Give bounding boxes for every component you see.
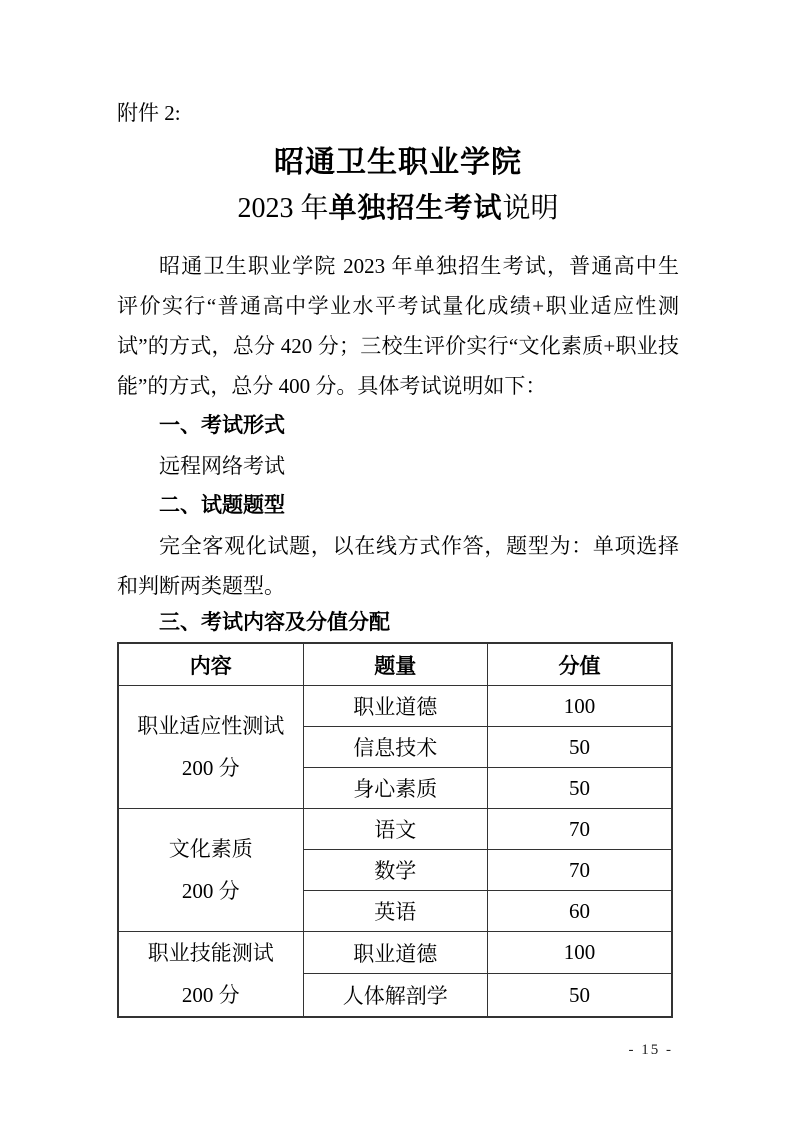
group-cell-aptitude-test	[118, 686, 303, 809]
score-cell: 100	[488, 686, 673, 727]
document-content	[117, 0, 679, 1018]
document-title-line1: 昭通卫生职业学院	[274, 146, 522, 179]
attachment-label: 附件 2:	[117, 101, 181, 125]
intro-line: 试”的方式，总分 420 分；三校生评价实行“文化素质+职业技	[117, 334, 679, 358]
subject-cell: 身心素质	[303, 768, 487, 809]
score-cell: 50	[488, 974, 673, 1017]
score-cell: 50	[488, 727, 673, 768]
title-suffix: 说明	[502, 192, 559, 223]
intro-line: 昭通卫生职业学院 2023 年单独招生考试，普通高中生	[159, 254, 679, 278]
column-header-quantity: 题量	[303, 643, 487, 686]
subject-cell: 人体解剖学	[303, 974, 487, 1017]
group-name: 文化素质	[168, 837, 253, 861]
table-row	[118, 809, 672, 850]
page-number: - 15 -	[628, 1042, 673, 1058]
document-title-line2	[117, 189, 679, 228]
score-distribution-table	[117, 642, 673, 1018]
table-header-row	[118, 643, 672, 686]
intro-line: 能”的方式，总分 400 分。具体考试说明如下：	[117, 374, 547, 398]
score-cell: 70	[488, 809, 673, 850]
intro-line: 评价实行“普通高中学业水平考试量化成绩+职业适应性测	[117, 294, 679, 318]
title-year: 2023 年	[237, 193, 329, 224]
table-row	[118, 686, 672, 727]
subject-cell: 信息技术	[303, 727, 487, 768]
column-header-score: 分值	[488, 643, 673, 686]
group-cell-cultural-quality	[118, 809, 303, 932]
group-total-score: 200 分	[181, 983, 240, 1007]
subject-cell: 英语	[303, 891, 487, 932]
column-header-content: 内容	[118, 643, 303, 686]
section-body-question-types-line: 和判断两类题型。	[117, 574, 285, 598]
section-heading-question-types: 二、试题题型	[159, 494, 285, 517]
score-cell: 100	[488, 932, 673, 974]
group-total-score: 200 分	[181, 879, 240, 903]
group-total-score: 200 分	[181, 756, 240, 780]
subject-cell: 语文	[303, 809, 487, 850]
section-body-question-types-line: 完全客观化试题，以在线方式作答，题型为：单项选择	[159, 534, 679, 558]
subject-cell: 职业道德	[303, 686, 487, 727]
score-cell: 50	[488, 768, 673, 809]
section-heading-score-distribution: 三、考试内容及分值分配	[159, 611, 390, 634]
score-cell: 60	[488, 891, 673, 932]
group-cell-vocational-skills	[118, 932, 303, 1018]
score-cell: 70	[488, 850, 673, 891]
section-heading-exam-format: 一、考试形式	[159, 414, 285, 437]
subject-cell: 数学	[303, 850, 487, 891]
intro-paragraph	[117, 246, 679, 406]
table-row	[118, 932, 672, 974]
section-body-exam-format: 远程网络考试	[159, 454, 285, 478]
title-exam-name: 单独招生考试	[328, 192, 503, 223]
group-name: 职业适应性测试	[137, 714, 285, 738]
group-name: 职业技能测试	[147, 941, 274, 965]
subject-cell: 职业道德	[303, 932, 487, 974]
